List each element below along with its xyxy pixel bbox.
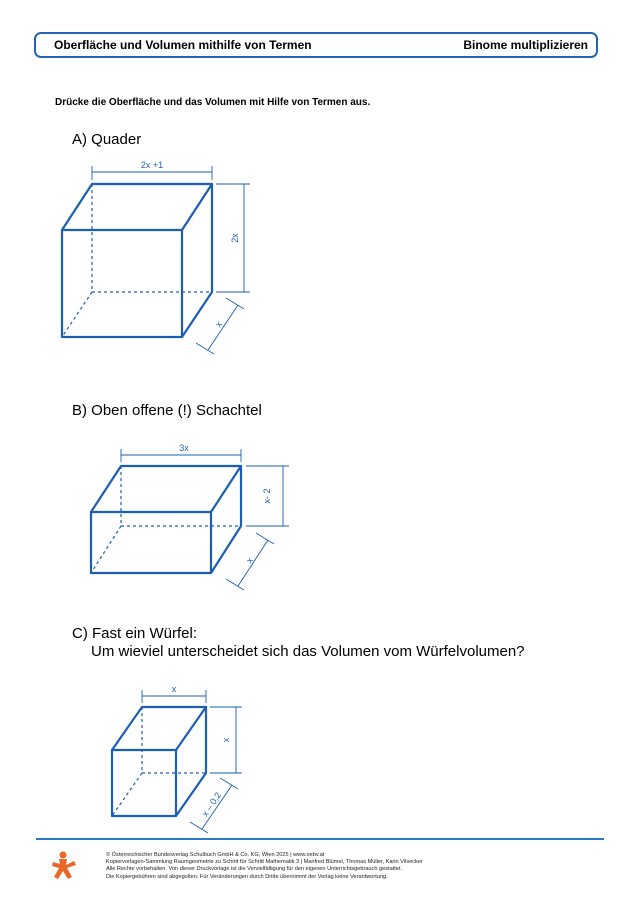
section-b-title: B) Oben offene (!) Schachtel [72, 402, 262, 419]
footer-line: Kopiervorlagen-Sammlung Raumgeometrie zu Schritt für Schritt Mathematik 3 | Manfred Blümel, Thomas Müller, Karin Vilsecker [106, 859, 423, 866]
footer-line: Die Kopiergebühren sind abgegolten. Für Veränderungen durch Dritte übernimmt der Verlag keine Verantwortung. [106, 873, 388, 880]
front-face [112, 750, 176, 816]
label-depth: x – 0,2 [199, 790, 224, 819]
section-c-question: Um wieviel unterscheidet sich das Volumen vom Würfelvolumen? [91, 643, 525, 660]
top-face [112, 707, 206, 750]
section-c-title: C) Fast ein Würfel: [72, 625, 198, 642]
header-topic: Binome multiplizieren [463, 38, 588, 52]
label-height: x [221, 737, 231, 743]
label-width: x [171, 684, 177, 694]
footer-copyright [106, 852, 423, 881]
label-height: 2x [230, 233, 240, 243]
publisher-logo-icon [50, 851, 80, 881]
header-title: Oberfläche und Volumen mithilfe von Termen [54, 38, 312, 52]
label-depth: x [244, 555, 255, 565]
label-height: x- 2 [262, 488, 272, 504]
footer-divider [36, 838, 604, 840]
label-width: 2x +1 [140, 160, 164, 170]
footer-line: © Österreichischer Bundesverlag Schulbuch GmbH & Co. KG, Wien 2025 | www.oebv.at [106, 852, 325, 858]
task-instruction: Drücke die Oberfläche und das Volumen mit Hilfe von Termen aus. [55, 97, 371, 108]
label-width: 3x [179, 443, 189, 453]
side-face [176, 707, 206, 816]
label-depth: x [213, 319, 224, 329]
footer-line: Alle Rechte vorbehalten. Von dieser Druckvorlage ist die Vervielfältigung für den eigenen Unterrichtsgebrauch gestattet. [106, 866, 403, 873]
section-a-title: A) Quader [72, 131, 142, 148]
